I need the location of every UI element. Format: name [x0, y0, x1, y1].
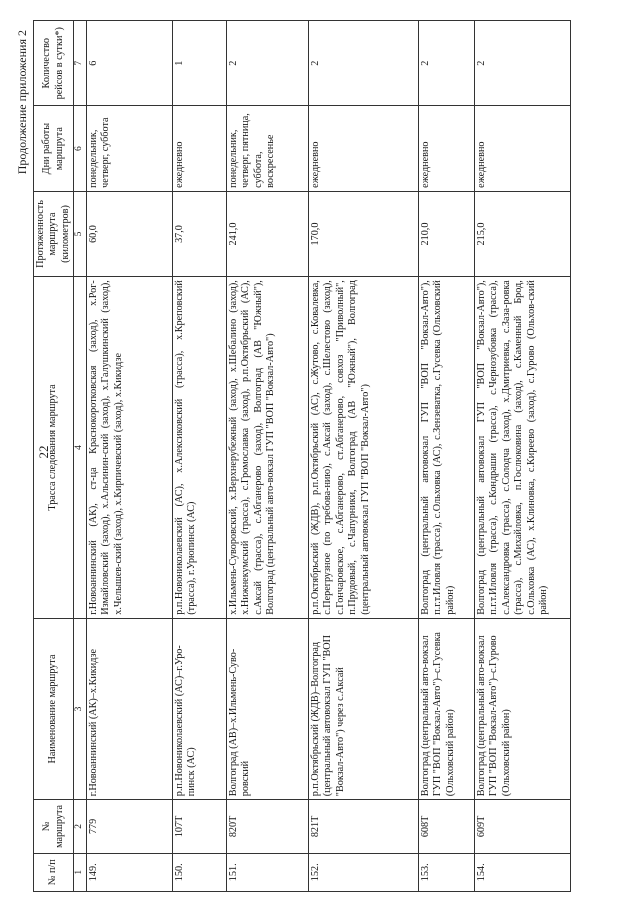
header-cell: № маршрута — [34, 800, 74, 853]
page-number: 22 — [36, 445, 51, 459]
route-name: г.Новоаннинский (АК)–х.Кикидзе — [86, 618, 172, 799]
route-days: понедельник, четверг, пятница, суббота, воскресенье — [226, 106, 308, 191]
route-number: 779 — [86, 800, 172, 853]
route-name: р.п.Новониколаевский (АС)–г.Уро-пинск (АС) — [172, 618, 226, 799]
route-length: 37,0 — [172, 191, 226, 276]
route-length: 170,0 — [308, 191, 418, 276]
row-number: 153. — [418, 853, 474, 891]
row-number: 149. — [86, 853, 172, 891]
table-row — [172, 21, 226, 892]
trips-per-day: 2 — [474, 21, 570, 106]
route-days: ежедневно — [418, 106, 474, 191]
route-name: Волгоград (АВ)–х.Ильмень-Суво-ровский — [226, 618, 308, 799]
header-cell: Наименование маршрута — [34, 618, 74, 799]
header-row — [34, 21, 74, 892]
column-number: 1 — [74, 853, 87, 891]
route-number: 107Т — [172, 800, 226, 853]
route-name: Волгоград (центральный авто-вокзал ГУП "ВОП "Вокзал-Авто")–с.Гурово (Ольховский район) — [474, 618, 570, 799]
row-number: 152. — [308, 853, 418, 891]
route-path: Волгоград (центральный автовокзал ГУП "ВОП "Вокзал-Авто"), п.г.т.Иловля (трасса), с.Ольховка (АС), с.Зензеватка, с.Гусевка (Ольховский район) — [418, 277, 474, 619]
column-number: 7 — [74, 21, 87, 106]
column-number: 3 — [74, 618, 87, 799]
table-row — [418, 21, 474, 892]
route-path: р.п.Октябрьский (ЖДВ), р.п.Октябрьский (АС), с.Жутово, с.Ковалевка, с.Перегрузное (по требова-нию), с.Аксай (заход), с.Шелестово (заход), с.Гончаровское, с.Абганерово, ст.Абганерово, совхоз "Приволный", п.Прудовый, с.Чапурники, Волгоград (АВ "Южный"), Волгоград (центральный автовокзал ГУП "ВОП "Вокзал-Авто") — [308, 277, 418, 619]
route-path: х.Ильмень-Суворовский, х.Верхнерубежный (заход), х.Шебалино (заход), х.Нижнекумский (трасса), с.Громославка (заход), р.п.Октябрьский (АС), с.Аксай (трасса), с.Абганерово (заход), Волгоград (АВ "Южный"), Волгоград (центральный авто-вокзал ГУП "ВОП "Вокзал-Авто") — [226, 277, 308, 619]
header-cell: № п/п — [34, 853, 74, 891]
table-row — [308, 21, 418, 892]
column-number: 4 — [74, 277, 87, 619]
route-length: 210,0 — [418, 191, 474, 276]
column-number: 2 — [74, 800, 87, 853]
row-number: 154. — [474, 853, 570, 891]
header-cell: Трасса следования маршрута — [34, 277, 74, 619]
route-days: ежедневно — [474, 106, 570, 191]
row-number: 150. — [172, 853, 226, 891]
route-number: 609Т — [474, 800, 570, 853]
rotated-page-content — [15, 12, 625, 892]
column-number: 5 — [74, 191, 87, 276]
routes-table — [33, 20, 571, 892]
trips-per-day: 2 — [418, 21, 474, 106]
trips-per-day: 2 — [226, 21, 308, 106]
route-length: 215,0 — [474, 191, 570, 276]
column-number-row — [74, 21, 87, 892]
column-number: 6 — [74, 106, 87, 191]
route-number: 821Т — [308, 800, 418, 853]
table-row — [86, 21, 172, 892]
table-row — [474, 21, 570, 892]
route-length: 241,0 — [226, 191, 308, 276]
route-name: Волгоград (центральный авто-вокзал ГУП "ВОП "Вокзал-Авто")–с.Гусевка (Ольховский район) — [418, 618, 474, 799]
trips-per-day: 2 — [308, 21, 418, 106]
row-number: 151. — [226, 853, 308, 891]
route-length: 60,0 — [86, 191, 172, 276]
route-name: р.п.Октябрьский (ЖДВ)–Волгоград (центральный автовокзал ГУП "ВОП "Вокзал-Авто") через с.Аксай — [308, 618, 418, 799]
route-path: Волгоград (центральный автовокзал ГУП "ВОП "Вокзал-Авто"), п.г.т.Иловля (трасса), с.Кондраши (трасса), с.Чернозубовка (трасса), с.Александровка (трасса), с.Солодча (заход), х.Дмитриевка, с.Заза-ровка (трасса), с.Михайловка, п.Гослюковина (заход), с.Каменный Брод, с.Ольховка (АС), х.Клиновка, с.Киреево (заход), с.Гурово (Ольхов-ский район) — [474, 277, 570, 619]
header-cell: Протяженность маршрута (километров) — [34, 191, 74, 276]
route-number: 608Т — [418, 800, 474, 853]
table-row — [226, 21, 308, 892]
header-cell: Дни работы маршрута — [34, 106, 74, 191]
route-days: ежедневно — [172, 106, 226, 191]
trips-per-day: 1 — [172, 21, 226, 106]
continuation-label: Продолжение приложения 2 — [15, 30, 29, 175]
route-days: ежедневно — [308, 106, 418, 191]
route-number: 820Т — [226, 800, 308, 853]
trips-per-day: 6 — [86, 21, 172, 106]
route-path: р.п.Новониколаевский (АС), х.Алексиковский (трасса), х.Креповский (трасса), г.Урюпинск (АС) — [172, 277, 226, 619]
route-path: г.Новоаннинский (АК), ст-ца Краснокоротковская (заход), х.Рог-Измайловский (заход), х.Альсинин-ский (заход), х.Галушкинский (заход), х.Челышев-ский (заход), х.Кирпичевский (заход), х.Кикидзе — [86, 277, 172, 619]
header-cell: Количество рейсов в сутки*) — [34, 21, 74, 106]
route-days: понедельник, четверг, суббота — [86, 106, 172, 191]
